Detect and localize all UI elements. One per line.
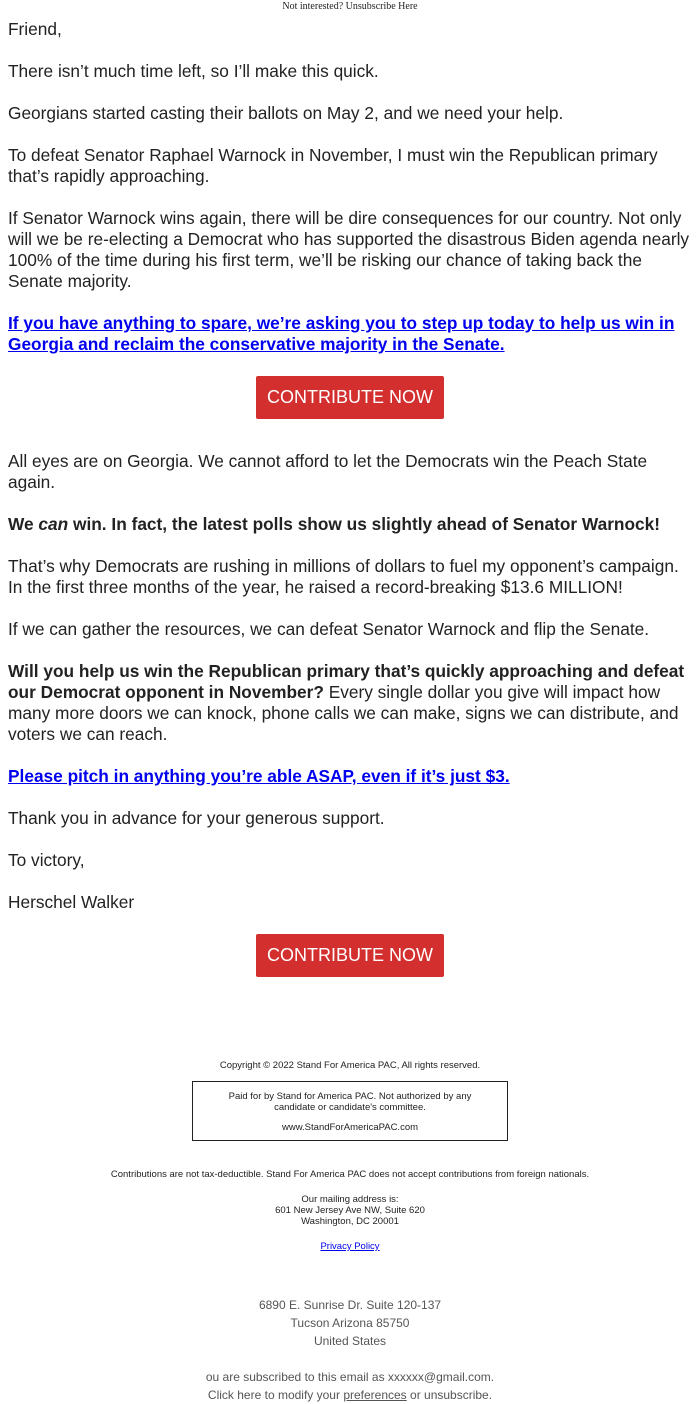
text: win. In fact, the latest polls show us slightly ahead of Senator Warnock!: [68, 514, 661, 534]
cta-container: [8, 376, 692, 419]
unsubscribe-link[interactable]: Not interested? Unsubscribe Here: [282, 1, 418, 12]
paid-for-text: Paid for by Stand for America PAC. Not authorized by any candidate or candidate's committee.: [228, 1091, 472, 1113]
modify-line: [0, 1386, 700, 1404]
subscribed-as: ou are subscribed to this email as xxxxxx@gmail.com.: [205, 1370, 495, 1384]
paragraph: If Senator Warnock wins again, there will be dire consequences for our country. Not only will we be re-electing a Democrat who has supported the disastrous Biden agenda nearly 100% of the time during his first term, we’ll be risking our chance of taking back the Senate majority.: [8, 208, 690, 291]
footer: [0, 1060, 700, 1252]
unsubscribe-note: [0, 0, 700, 13]
preferences-link[interactable]: preferences: [343, 1388, 407, 1402]
address-line-1: 6890 E. Sunrise Dr. Suite 120-137: [258, 1298, 442, 1312]
paid-for-box: [192, 1081, 508, 1141]
bold-paragraph: [8, 514, 692, 535]
closing: To victory,: [8, 850, 85, 870]
mailing-label: Our mailing address is:: [301, 1194, 399, 1205]
address-line-2: Tucson Arizona 85750: [290, 1316, 410, 1330]
text: We: [8, 514, 39, 534]
mailing-line-1: 601 New Jersey Ave NW, Suite 620: [275, 1205, 425, 1216]
privacy-policy-link[interactable]: Privacy Policy: [320, 1241, 380, 1252]
contribute-now-button[interactable]: CONTRIBUTE NOW: [256, 934, 444, 977]
contribute-now-button[interactable]: CONTRIBUTE NOW: [256, 376, 444, 419]
text: Every single dollar you give will impact how many more doors we can knock, phone calls we can make, signs we can distribute, and voters we can reach.: [8, 682, 679, 744]
copyright: Copyright © 2022 Stand For America PAC, All rights reserved.: [219, 1060, 481, 1071]
paragraph: Georgians started casting their ballots on May 2, and we need your help.: [8, 103, 564, 123]
address-line-3: United States: [313, 1334, 387, 1348]
cta-container: [8, 934, 692, 977]
donate-link-paragraph: [8, 766, 692, 787]
paragraph: All eyes are on Georgia. We cannot afford to let the Democrats win the Peach State again.: [8, 451, 648, 492]
paragraph: [8, 661, 692, 745]
disclaimer: Contributions are not tax-deductible. Stand For America PAC does not accept contributions from foreign nationals.: [110, 1169, 590, 1180]
pitch-in-link[interactable]: Please pitch in anything you’re able ASAP, even if it’s just $3.: [8, 766, 510, 786]
donate-link[interactable]: If you have anything to spare, we’re asking you to step up today to help us win in Georgia and reclaim the conservative majority in the Senate.: [8, 313, 675, 354]
postal-address: [0, 1296, 700, 1350]
mailing-line-2: Washington, DC 20001: [301, 1216, 399, 1227]
bold-text: Will you help us win the Republican primary that’s quickly approaching and defeat our Democrat opponent in November?: [8, 661, 685, 702]
text: or unsubscribe.: [406, 1388, 493, 1402]
email-body: [8, 19, 692, 1009]
greeting: Friend,: [8, 19, 62, 39]
subscription-info: [0, 1368, 700, 1404]
paragraph: Thank you in advance for your generous support.: [8, 808, 385, 828]
donate-link-paragraph: [8, 313, 692, 355]
paragraph: That’s why Democrats are rushing in millions of dollars to fuel my opponent’s campaign. In the first three months of the year, he raised a record-breaking $13.6 MILLION!: [8, 556, 679, 597]
paragraph: If we can gather the resources, we can defeat Senator Warnock and flip the Senate.: [8, 619, 650, 639]
emphasis-text: can: [38, 514, 69, 534]
signature: Herschel Walker: [8, 892, 135, 912]
paragraph: There isn’t much time left, so I’ll make this quick.: [8, 61, 379, 81]
text: Click here to modify your: [207, 1388, 344, 1402]
paragraph: To defeat Senator Raphael Warnock in November, I must win the Republican primary that’s rapidly approaching.: [8, 145, 658, 186]
website-text: www.StandForAmericaPAC.com: [281, 1122, 419, 1133]
